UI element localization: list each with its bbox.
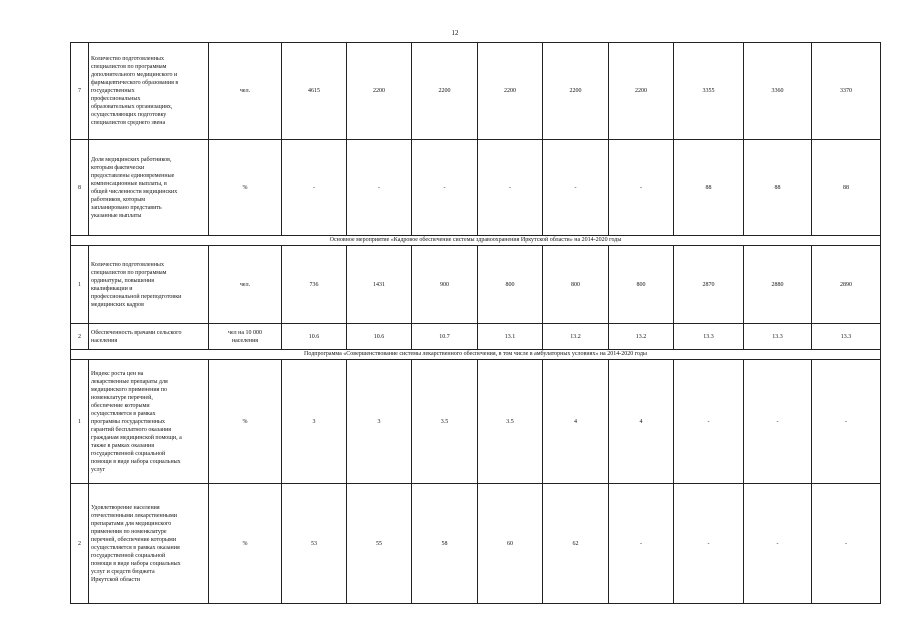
value-cell: - <box>812 484 881 604</box>
section-title: Подпрограмма «Совершенствование системы лекарственного обеспечения, в том числе в амбулаторных условиях» на 2014-2020 годы <box>71 350 881 360</box>
value-cell: 53 <box>282 484 347 604</box>
value-cell: 900 <box>412 246 478 324</box>
value-cell: 2200 <box>543 43 609 140</box>
value-cell: 2880 <box>744 246 812 324</box>
value-cell: 10.7 <box>412 324 478 350</box>
value-cell: 1431 <box>347 246 412 324</box>
value-cell: - <box>609 484 674 604</box>
indicator-name: Удовлетворение населения отечественными лекарственными препаратами для медицинского применения по номенклатуре перечней, обеспечение которыми осуществляется в рамках оказания государственной социальной помощи в виде набора социальных услуг и средств бюджета Иркутской области <box>89 484 209 604</box>
table-row <box>71 484 881 604</box>
value-cell: 13.3 <box>744 324 812 350</box>
unit: % <box>209 140 282 236</box>
value-cell: 3.5 <box>478 360 543 484</box>
value-cell: 13.1 <box>478 324 543 350</box>
value-cell: 3355 <box>674 43 744 140</box>
row-number: 1 <box>71 360 89 484</box>
value-cell: - <box>812 360 881 484</box>
value-cell: - <box>674 360 744 484</box>
value-cell: 2870 <box>674 246 744 324</box>
section-header-row <box>71 350 881 360</box>
unit: % <box>209 360 282 484</box>
value-cell: 88 <box>744 140 812 236</box>
row-number: 2 <box>71 324 89 350</box>
table-row <box>71 140 881 236</box>
value-cell: 3 <box>282 360 347 484</box>
table-row <box>71 324 881 350</box>
row-number: 8 <box>71 140 89 236</box>
value-cell: - <box>744 484 812 604</box>
value-cell: 60 <box>478 484 543 604</box>
value-cell: 2200 <box>609 43 674 140</box>
value-cell: 13.2 <box>609 324 674 350</box>
value-cell: 58 <box>412 484 478 604</box>
indicator-name: Доля медицинских работников, которым фактически предоставлены единовременные компенсационные выплаты, в общей численности медицинских работников, которым запланировано представить указанные выплаты <box>89 140 209 236</box>
value-cell: 3.5 <box>412 360 478 484</box>
value-cell: 13.2 <box>543 324 609 350</box>
value-cell: - <box>282 140 347 236</box>
value-cell: - <box>744 360 812 484</box>
indicators-table <box>70 42 881 604</box>
value-cell: 3 <box>347 360 412 484</box>
value-cell: 3370 <box>812 43 881 140</box>
section-header-row <box>71 236 881 246</box>
value-cell: 4 <box>543 360 609 484</box>
value-cell: 13.3 <box>674 324 744 350</box>
value-cell: 2200 <box>412 43 478 140</box>
table-row <box>71 246 881 324</box>
page-number: 12 <box>451 29 459 37</box>
value-cell: - <box>478 140 543 236</box>
value-cell: 736 <box>282 246 347 324</box>
table-row <box>71 43 881 140</box>
value-cell: - <box>609 140 674 236</box>
value-cell: 55 <box>347 484 412 604</box>
section-title: Основное мероприятие «Кадровое обеспечение системы здравоохранения Иркутской области» на 2014-2020 годы <box>71 236 881 246</box>
value-cell: 2200 <box>347 43 412 140</box>
value-cell: 4 <box>609 360 674 484</box>
value-cell: 10.6 <box>347 324 412 350</box>
value-cell: 13.3 <box>812 324 881 350</box>
indicator-name: Количество подготовленных специалистов по программам ординатуры, повышения квалификации и профессиональной переподготовки медицинских кадров <box>89 246 209 324</box>
value-cell: - <box>674 484 744 604</box>
row-number: 7 <box>71 43 89 140</box>
value-cell: - <box>543 140 609 236</box>
indicator-name: Количество подготовленных специалистов по программам дополнительного медицинского и фармацевтического образования в государственных профессиональных образовательных организациях, осуществляющих подготовку специалистов среднего звена <box>89 43 209 140</box>
indicator-name: Обеспеченность врачами сельского населения <box>89 324 209 350</box>
value-cell: 4615 <box>282 43 347 140</box>
value-cell: 800 <box>543 246 609 324</box>
unit: чел. <box>209 246 282 324</box>
indicator-name: Индекс роста цен на лекарственные препараты для медицинского применения по номенклатуре перечней, обеспечение которыми осуществляется в рамках программы государственных гарантий бесплатного оказания гражданам медицинской помощи, а также в рамках оказания государственной социальной помощи в виде набора социальных услуг <box>89 360 209 484</box>
row-number: 2 <box>71 484 89 604</box>
table-row <box>71 360 881 484</box>
value-cell: 800 <box>609 246 674 324</box>
value-cell: - <box>347 140 412 236</box>
unit: чел на 10 000 населения <box>209 324 282 350</box>
value-cell: 3360 <box>744 43 812 140</box>
value-cell: 800 <box>478 246 543 324</box>
value-cell: 10.6 <box>282 324 347 350</box>
unit: % <box>209 484 282 604</box>
row-number: 1 <box>71 246 89 324</box>
value-cell: - <box>412 140 478 236</box>
value-cell: 88 <box>812 140 881 236</box>
value-cell: 2200 <box>478 43 543 140</box>
value-cell: 62 <box>543 484 609 604</box>
value-cell: 2890 <box>812 246 881 324</box>
unit: чел. <box>209 43 282 140</box>
value-cell: 88 <box>674 140 744 236</box>
